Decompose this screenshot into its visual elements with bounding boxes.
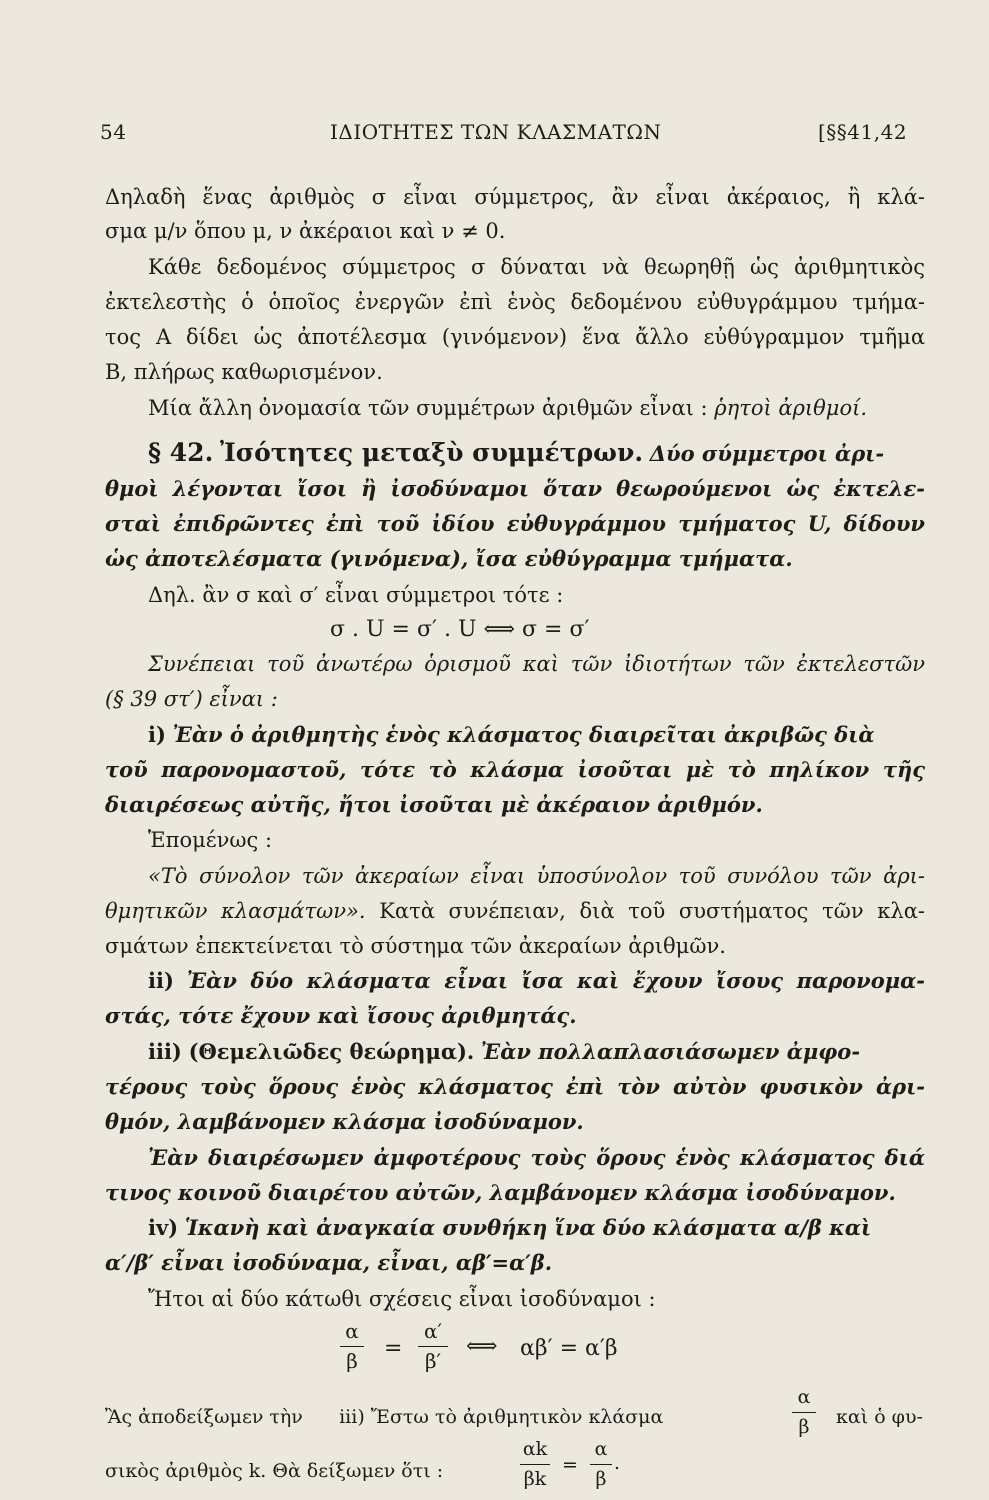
- fraction-alpha-beta-prime: [418, 1320, 448, 1372]
- page-number: 54: [100, 120, 127, 144]
- equals-sign: =: [562, 1454, 578, 1476]
- item-label: iv): [148, 1215, 179, 1240]
- equivalence-formula: σ . U = σ′ . U ⟺ σ = σ′: [330, 617, 590, 642]
- text-line: α′/β′ εἶναι ἰσοδύναμα, εἶναι, αβ′=α′β.: [105, 1250, 553, 1275]
- item-text: Ἐὰν πολλαπλασιάσωμεν ἀμφο-: [480, 1039, 861, 1064]
- denominator: β: [798, 1416, 810, 1438]
- numerator: α: [594, 1438, 608, 1460]
- text-line: τέρους τοὺς ὅρους ἑνὸς κλάσματος ἐπὶ τὸν αὐτὸν φυσικὸν ἀρι-: [105, 1074, 925, 1099]
- fraction-bar: [590, 1464, 612, 1465]
- fraction-alpha-beta: [340, 1320, 364, 1372]
- text-line: θμοὶ λέγονται ἴσοι ἢ ἰσοδύναμοι ὅταν θεωρούμενοι ὡς ἐκτελε-: [105, 476, 925, 501]
- text-line: Κάθε δεδομένος σύμμετρος σ δύναται νὰ θεωρηθῇ ὡς ἀριθμητικὸς: [148, 255, 925, 279]
- fraction-ak-bk: [520, 1438, 550, 1490]
- section-title: Ἰσότητες μεταξὺ συμμέτρων.: [219, 438, 644, 467]
- item-iv: [148, 1213, 925, 1243]
- text-line: σμάτων ἐπεκτείνεται τὸ σύστημα τῶν ἀκεραίων ἀριθμῶν.: [105, 934, 726, 958]
- text-line: διαιρέσεως αὐτῆς, ἤτοι ἰσοῦται μὲ ἀκέραιον ἀριθμόν.: [105, 792, 763, 817]
- period: .: [614, 1452, 621, 1474]
- item-label: i): [148, 722, 166, 747]
- text-line: στάς, τότε ἔχουν καὶ ἴσους ἀριθμητάς.: [105, 1003, 577, 1028]
- text-line: [148, 393, 925, 423]
- section-ref: [§§41,42: [818, 120, 908, 144]
- iff-arrow: ⟺: [466, 1334, 498, 1359]
- numerator: α: [797, 1386, 811, 1408]
- text-line: Ἑπομένως :: [148, 828, 273, 852]
- denominator: β: [595, 1468, 607, 1490]
- text-line: Ἐὰν διαιρέσωμεν ἀμφοτέρους τοὺς ὅρους ἑνὸς κλάσματος διά: [148, 1145, 925, 1170]
- text-line: ἐκτελεστὴς ὁ ὁποῖος ἐνεργῶν ἐπὶ ἑνὸς δεδομένου εὐθυγράμμου τμήμα-: [105, 290, 925, 314]
- quote-follow: Κατὰ συνέπειαν, διὰ τοῦ συστήματος τῶν κλα-: [379, 899, 925, 923]
- numerator: αk: [522, 1438, 548, 1460]
- item-text: Ἐὰν δύο κλάσματα εἶναι ἴσα καὶ ἔχουν ἴσους παρονομα-: [186, 968, 926, 993]
- proof-intro: Ἂς ἀποδείξωμεν τὴν: [105, 1406, 303, 1428]
- denominator: βk: [523, 1468, 547, 1490]
- item-text: Ἐὰν ὁ ἀριθμητὴς ἑνὸς κλάσματος διαιρεῖται ἀκριβῶς διὰ: [172, 722, 875, 747]
- item-i: [148, 720, 925, 750]
- text-line: (§ 39 στ′) εἶναι :: [105, 687, 278, 711]
- running-title: ΙΔΙΟΤΗΤΕΣ ΤΩΝ ΚΛΑΣΜΑΤΩΝ: [330, 120, 662, 144]
- text-line: σμα μ/ν ὅπου μ, ν ἀκέραιοι καὶ ν ≠ 0.: [105, 219, 506, 243]
- definition-text: Μία ἄλλη ὀνομασία τῶν συμμέτρων ἀριθμῶν εἶναι :: [148, 396, 708, 420]
- item-label: ii): [148, 968, 174, 993]
- text-line: τος Α δίδει ὡς ἀποτέλεσμα (γινόμενον) ἕνα ἄλλο εὐθύγραμμον τμῆμα: [105, 325, 925, 349]
- fraction-bar: [418, 1346, 448, 1347]
- fraction-alpha-beta: [590, 1438, 612, 1490]
- denominator: β: [346, 1349, 358, 1373]
- proof-statement: iii) Ἔστω τὸ ἀριθμητικὸν κλάσμα: [339, 1406, 664, 1428]
- text-line: ὡς ἀποτελέσματα (γινόμενα), ἴσα εὐθύγραμμα τμήματα.: [105, 546, 793, 571]
- numerator: α: [345, 1319, 359, 1343]
- section-lead: Δύο σύμμετροι ἀρι-: [649, 441, 885, 466]
- quote-end: θμητικῶν κλασμάτων».: [105, 899, 366, 923]
- text-line: καὶ ὁ φυ-: [836, 1406, 923, 1428]
- text-line: σικὸς ἀριθμὸς k. Θὰ δείξωμεν ὅτι :: [105, 1460, 444, 1482]
- text-line: Δηλαδὴ ἕνας ἀριθμὸς σ εἶναι σύμμετρος, ἂν εἶναι ἀκέραιος, ἢ κλά-: [105, 185, 925, 209]
- item-iii: [148, 1037, 925, 1067]
- text-line: Ἤτοι αἱ δύο κάτωθι σχέσεις εἶναι ἰσοδύναμοι :: [148, 1287, 656, 1311]
- section-heading: [148, 435, 925, 472]
- rational-term: ῥητοὶ ἀριθμοί.: [714, 396, 867, 420]
- item-label: iii): [148, 1039, 182, 1064]
- text-line: [105, 896, 925, 926]
- numerator: α′: [423, 1319, 443, 1343]
- fraction-bar: [520, 1464, 550, 1465]
- text-line: Δηλ. ἂν σ καὶ σ′ εἶναι σύμμετροι τότε :: [148, 583, 564, 607]
- section-number: § 42.: [148, 438, 214, 467]
- equals-sign: =: [384, 1336, 403, 1361]
- text-line: Β, πλήρως καθωρισμένον.: [105, 360, 383, 384]
- item-text: Ἱκανὴ καὶ ἀναγκαία συνθήκη ἵνα δύο κλάσματα α/β καὶ: [184, 1215, 872, 1240]
- theorem-title: (Θεμελιῶδες θεώρημα).: [188, 1039, 475, 1064]
- cross-product: αβ′ = α′β: [520, 1336, 618, 1361]
- fraction-bar: [792, 1412, 816, 1413]
- text-line: Συνέπειαι τοῦ ἀνωτέρω ὁρισμοῦ καὶ τῶν ἰδιοτήτων τῶν ἐκτελεστῶν: [148, 652, 925, 676]
- text-line: τοῦ παρονομαστοῦ, τότε τὸ κλάσμα ἰσοῦται μὲ τὸ πηλίκον τῆς: [105, 757, 925, 782]
- fraction-bar: [340, 1346, 364, 1347]
- text-line: θμόν, λαμβάνομεν κλάσμα ἰσοδύναμον.: [105, 1109, 584, 1134]
- text-line: «Τὸ σύνολον τῶν ἀκεραίων εἶναι ὑποσύνολον τοῦ συνόλου τῶν ἀρι-: [148, 864, 925, 888]
- fraction-alpha-beta: [792, 1386, 816, 1438]
- text-line: τινος κοινοῦ διαιρέτου αὐτῶν, λαμβάνομεν κλάσμα ἰσοδύναμον.: [105, 1180, 896, 1205]
- denominator: β′: [424, 1349, 442, 1373]
- text-line: σταὶ ἐπιδρῶντες ἐπὶ τοῦ ἰδίου εὐθυγράμμου τμήματος U, δίδουν: [105, 511, 925, 536]
- item-ii: [148, 966, 925, 996]
